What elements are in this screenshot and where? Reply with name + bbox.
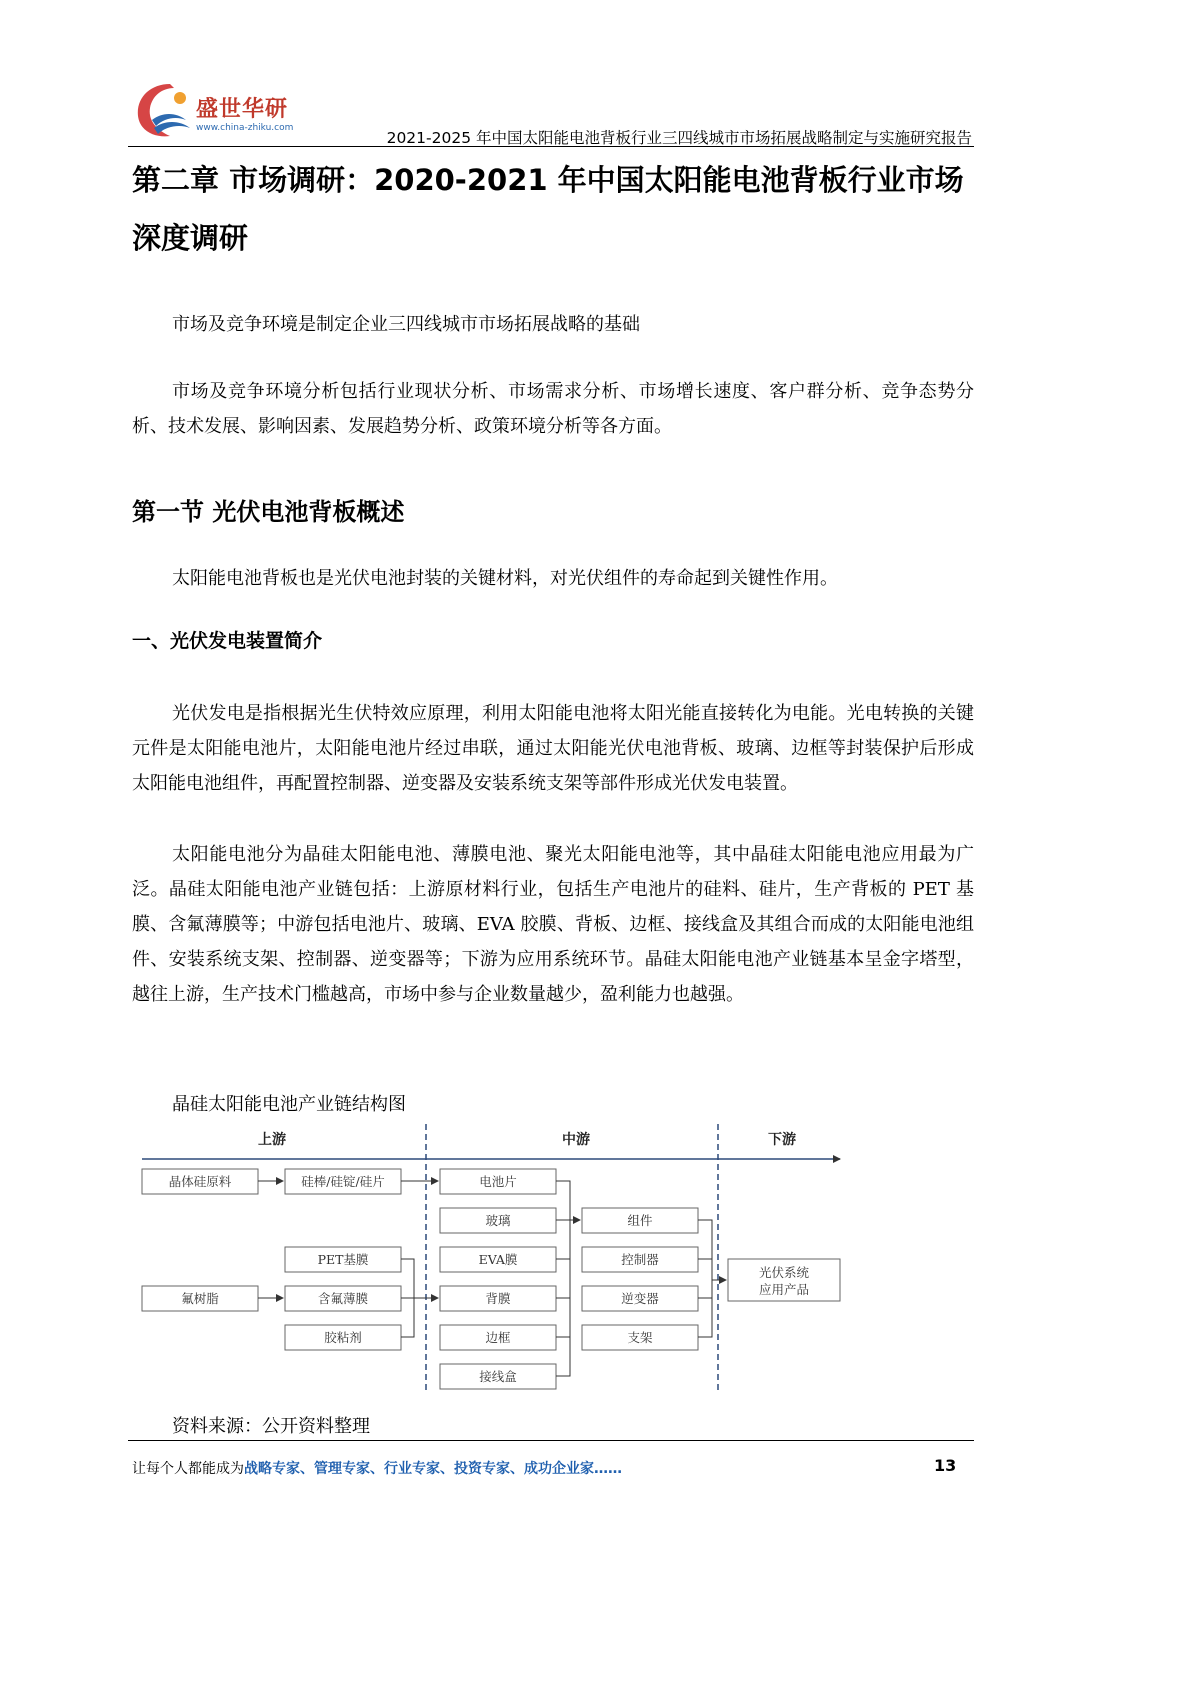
svg-text:背膜: 背膜	[485, 1291, 511, 1306]
subsection-paragraph-2: 太阳能电池分为晶硅太阳能电池、薄膜电池、聚光太阳能电池等，其中晶硅太阳能电池应用最为广泛。晶硅太阳能电池产业链包括：上游原材料行业，包括生产电池片的硅料、硅片，生产背板的 PET 基膜、含氟薄膜等；中游包括电池片、玻璃、EVA 胶膜、背板、边框、接线盒及其组合而成的太阳能电池组件、安装系统支架、控制器、逆变器等；下游为应用系统环节。晶硅太阳能电池产业链基本呈金字塔型，越往上游，生产技术门槛越高，市场中参与企业数量越少，盈利能力也越强。	[132, 844, 974, 1005]
header-divider	[128, 146, 974, 147]
box-backsheet	[440, 1286, 556, 1311]
svg-text:胶粘剂: 胶粘剂	[324, 1330, 362, 1345]
svg-text:玻璃: 玻璃	[485, 1213, 511, 1228]
box-bracket	[582, 1325, 698, 1350]
subsection-paragraph-1: 光伏发电是指根据光生伏特效应原理，利用太阳能电池将太阳光能直接转化为电能。光电转换的关键元件是太阳能电池片，太阳能电池片经过串联，通过太阳能光伏电池背板、玻璃、边框等封装保护后形成太阳能电池组件，再配置控制器、逆变器及安装系统支架等部件形成光伏发电装置。	[132, 703, 974, 794]
stage-upstream: 上游	[258, 1132, 286, 1148]
footer-divider	[128, 1440, 974, 1441]
svg-text:边框: 边框	[485, 1330, 511, 1345]
chapter-title-line2: 深度调研	[132, 221, 249, 255]
box-junction-box	[440, 1364, 556, 1389]
intro-paragraph-2: 市场及竞争环境分析包括行业现状分析、市场需求分析、市场增长速度、客户群分析、竞争态势分析、技术发展、影响因素、发展趋势分析、政策环境分析等各方面。	[132, 381, 974, 437]
box-silicon-rod	[285, 1169, 401, 1194]
svg-text:接线盒: 接线盒	[479, 1369, 517, 1384]
svg-text:控制器: 控制器	[621, 1252, 659, 1267]
logo-text: 盛世华研	[196, 97, 289, 122]
svg-text:逆变器: 逆变器	[621, 1291, 659, 1306]
svg-text:氟树脂: 氟树脂	[181, 1291, 219, 1306]
box-pv-system	[728, 1259, 840, 1301]
industry-chain-diagram	[130, 1122, 850, 1404]
svg-text:支架: 支架	[627, 1330, 653, 1345]
chapter-title-line1: 第二章 市场调研：2020-2021 年中国太阳能电池背板行业市场	[132, 163, 964, 197]
svg-text:光伏系统: 光伏系统	[758, 1265, 810, 1280]
box-glass	[440, 1208, 556, 1233]
svg-text:晶体硅原料: 晶体硅原料	[168, 1174, 232, 1189]
box-frame	[440, 1325, 556, 1350]
box-crystal-silicon	[142, 1169, 258, 1194]
box-eva	[440, 1247, 556, 1272]
box-pet-film	[285, 1247, 401, 1272]
section-paragraph-1: 太阳能电池背板也是光伏电池封装的关键材料，对光伏组件的寿命起到关键性作用。	[172, 568, 838, 589]
svg-text:组件: 组件	[627, 1213, 653, 1228]
footer-slogan-prefix: 让每个人都能成为	[132, 1461, 244, 1477]
svg-text:含氟薄膜: 含氟薄膜	[317, 1291, 369, 1306]
box-cell	[440, 1169, 556, 1194]
report-title: 2021-2025 年中国太阳能电池背板行业三四线城市市场拓展战略制定与实施研究报告	[386, 129, 972, 147]
box-fluororesin	[142, 1286, 258, 1311]
box-inverter	[582, 1286, 698, 1311]
footer-slogan-highlight: 战略专家、管理专家、行业专家、投资专家、成功企业家……	[244, 1461, 622, 1477]
logo-url: www.china-zhiku.com	[196, 123, 294, 133]
box-fluoro-film	[285, 1286, 401, 1311]
stage-midstream: 中游	[562, 1132, 590, 1148]
intro-paragraph-1: 市场及竞争环境是制定企业三四线城市市场拓展战略的基础	[172, 314, 640, 335]
section-title: 第一节 光伏电池背板概述	[132, 498, 405, 526]
box-module	[582, 1208, 698, 1233]
svg-text:电池片: 电池片	[479, 1174, 517, 1189]
stage-downstream: 下游	[768, 1132, 796, 1148]
svg-text:应用产品: 应用产品	[758, 1282, 810, 1297]
svg-text:PET基膜: PET基膜	[317, 1252, 369, 1267]
page-number: 13	[934, 1456, 957, 1475]
box-adhesive	[285, 1325, 401, 1350]
diagram-caption: 晶硅太阳能电池产业链结构图	[172, 1094, 406, 1115]
footer-slogan	[132, 1458, 622, 1478]
svg-text:EVA膜: EVA膜	[478, 1252, 518, 1267]
box-controller	[582, 1247, 698, 1272]
diagram-source: 资料来源：公开资料整理	[172, 1416, 370, 1437]
svg-text:硅棒/硅锭/硅片: 硅棒/硅锭/硅片	[301, 1174, 385, 1189]
subsection-title: 一、光伏发电装置简介	[132, 630, 323, 652]
